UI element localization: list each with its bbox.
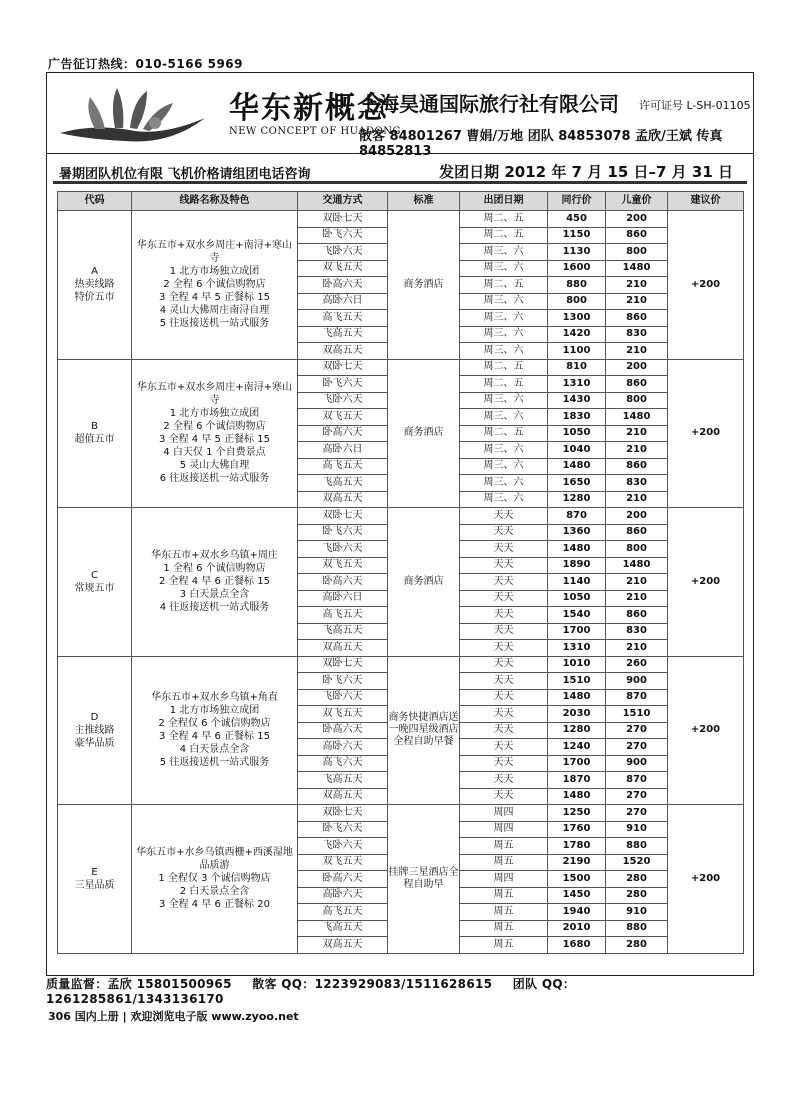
departure-date-cell: 天天 <box>460 656 548 673</box>
route-features-cell <box>132 656 298 805</box>
table-row <box>58 359 744 376</box>
peer-price-cell: 1310 <box>548 640 606 657</box>
transport-cell: 卧飞六天 <box>298 227 388 244</box>
notice-text: 暑期团队机位有限 飞机价格请组团电话咨询 <box>59 167 311 182</box>
transport-cell: 飞卧六天 <box>298 244 388 261</box>
col-route: 线路名称及特色 <box>132 192 298 211</box>
departure-date-cell: 周三、六 <box>460 409 548 426</box>
departure-date-cell: 周五 <box>460 937 548 954</box>
route-feature-line: 华东五市+双水乡周庄+南浔+寒山寺 <box>136 240 293 265</box>
route-feature-line: 2 全程 6 个诚信购物店 <box>163 279 266 291</box>
peer-price-cell: 1700 <box>548 755 606 772</box>
peer-price-cell: 1050 <box>548 425 606 442</box>
peer-price-cell: 1680 <box>548 937 606 954</box>
departure-date-cell: 周四 <box>460 821 548 838</box>
transport-cell: 双飞五天 <box>298 557 388 574</box>
child-price-cell: 900 <box>606 673 668 690</box>
peer-price-cell: 1450 <box>548 887 606 904</box>
suggested-price-cell: +200 <box>668 805 744 954</box>
transport-cell: 双飞五天 <box>298 854 388 871</box>
child-price-cell: 1480 <box>606 409 668 426</box>
route-feature-line: 华东五市+双水乡周庄+南浔+寒山寺 <box>136 382 293 407</box>
transport-cell: 双飞五天 <box>298 706 388 723</box>
peer-price-cell: 1100 <box>548 343 606 360</box>
transport-cell: 飞卧六天 <box>298 689 388 706</box>
departure-date-cell: 周三、六 <box>460 326 548 343</box>
route-feature-line: 华东五市+双水乡乌镇+角直 <box>151 692 278 704</box>
brand-name-en: NEW CONCEPT OF HUADONG <box>229 126 401 137</box>
page-footer: 306 国内上册 | 欢迎浏览电子版 www.zyoo.net <box>48 1010 299 1023</box>
peer-price-cell: 1280 <box>548 491 606 508</box>
peer-price-cell: 1500 <box>548 871 606 888</box>
child-price-cell: 210 <box>606 442 668 459</box>
route-feature-line: 华东五市+水乡乌镇西栅+西溪湿地 品质游 <box>136 847 293 872</box>
peer-price-cell: 870 <box>548 508 606 525</box>
quality-supervision: 质量监督：孟欣 15801500965 <box>46 977 232 991</box>
child-price-cell: 1520 <box>606 854 668 871</box>
transport-cell: 双卧七天 <box>298 359 388 376</box>
departure-date-cell: 周三、六 <box>460 343 548 360</box>
departure-date-cell: 周三、六 <box>460 392 548 409</box>
transport-cell: 高卧六日 <box>298 590 388 607</box>
child-price-cell: 830 <box>606 475 668 492</box>
transport-cell: 卧飞六天 <box>298 821 388 838</box>
standard-cell: 商务酒店 <box>388 211 460 360</box>
transport-cell: 卧飞六天 <box>298 524 388 541</box>
departure-dates: 发团日期 2012 年 7 月 15 日–7 月 31 日 <box>439 163 733 181</box>
peer-price-cell: 1890 <box>548 557 606 574</box>
route-feature-line: 6 往返接送机一站式服务 <box>159 473 270 485</box>
route-feature-line: 华东五市+双水乡乌镇+周庄 <box>151 550 278 562</box>
peer-price-cell: 810 <box>548 359 606 376</box>
peer-price-cell: 1040 <box>548 442 606 459</box>
route-code-line: 豪华品质 <box>74 737 115 749</box>
suggested-price-cell: +200 <box>668 211 744 360</box>
notice-banner <box>53 161 747 184</box>
departure-date-cell: 周五 <box>460 904 548 921</box>
departure-date-cell: 天天 <box>460 788 548 805</box>
departure-date-cell: 周二、五 <box>460 227 548 244</box>
transport-cell: 卧飞六天 <box>298 376 388 393</box>
child-price-cell: 800 <box>606 244 668 261</box>
route-code-line: D <box>90 711 99 723</box>
departure-date-cell: 周三、六 <box>460 442 548 459</box>
departure-date-cell: 周五 <box>460 854 548 871</box>
peer-price-cell: 1870 <box>548 772 606 789</box>
col-transport: 交通方式 <box>298 192 388 211</box>
route-feature-line: 1 北方市场独立成团 <box>169 408 260 420</box>
route-code-line: 三星品质 <box>74 879 115 891</box>
table-header-row <box>58 192 744 211</box>
table-row <box>58 211 744 228</box>
route-feature-line: 1 北方市场独立成团 <box>169 705 260 717</box>
transport-cell: 高飞五天 <box>298 607 388 624</box>
transport-cell: 双高五天 <box>298 937 388 954</box>
peer-price-cell: 1360 <box>548 524 606 541</box>
transport-cell: 卧高六天 <box>298 277 388 294</box>
peer-price-cell: 880 <box>548 277 606 294</box>
suggested-price-cell: +200 <box>668 508 744 657</box>
license-number: 许可证号 L-SH-01105 <box>639 99 751 112</box>
table-row <box>58 508 744 525</box>
child-price-cell: 210 <box>606 590 668 607</box>
peer-price-cell: 1150 <box>548 227 606 244</box>
transport-cell: 高飞五天 <box>298 310 388 327</box>
route-feature-line: 5 往返接送机一站式服务 <box>159 318 270 330</box>
route-feature-line: 1 全程仅 3 个诚信购物店 <box>158 873 271 885</box>
route-feature-line: 1 全程 6 个诚信购物店 <box>163 563 266 575</box>
route-feature-line: 3 全程 4 早 5 正餐标 15 <box>159 292 270 304</box>
transport-cell: 飞高五天 <box>298 920 388 937</box>
transport-cell: 双高五天 <box>298 343 388 360</box>
departure-date-cell: 周二、五 <box>460 376 548 393</box>
child-price-cell: 910 <box>606 821 668 838</box>
footer-contacts <box>46 975 752 1006</box>
transport-cell: 飞高五天 <box>298 772 388 789</box>
child-price-cell: 210 <box>606 574 668 591</box>
child-price-cell: 880 <box>606 838 668 855</box>
departure-date-cell: 天天 <box>460 689 548 706</box>
child-price-cell: 1480 <box>606 260 668 277</box>
peer-price-cell: 1940 <box>548 904 606 921</box>
child-price-cell: 270 <box>606 805 668 822</box>
route-code-cell <box>58 656 132 805</box>
peer-price-cell: 1510 <box>548 673 606 690</box>
company-name: 上海昊通国际旅行社有限公司 <box>359 92 619 116</box>
departure-date-cell: 周二、五 <box>460 359 548 376</box>
transport-cell: 双高五天 <box>298 491 388 508</box>
standard-cell: 商务酒店 <box>388 508 460 657</box>
transport-cell: 飞高五天 <box>298 623 388 640</box>
transport-cell: 高飞五天 <box>298 904 388 921</box>
departure-date-cell: 天天 <box>460 755 548 772</box>
route-code-cell <box>58 211 132 360</box>
col-peer-price: 同行价 <box>548 192 606 211</box>
departure-date-cell: 周三、六 <box>460 491 548 508</box>
departure-date-cell: 天天 <box>460 524 548 541</box>
transport-cell: 高卧六日 <box>298 293 388 310</box>
transport-cell: 双高五天 <box>298 788 388 805</box>
peer-price-cell: 2190 <box>548 854 606 871</box>
departure-date-cell: 天天 <box>460 623 548 640</box>
transport-cell: 双卧七天 <box>298 656 388 673</box>
departure-date-cell: 周四 <box>460 805 548 822</box>
departure-date-cell: 周二、五 <box>460 277 548 294</box>
departure-date-cell: 天天 <box>460 640 548 657</box>
peer-price-cell: 450 <box>548 211 606 228</box>
departure-date-cell: 周四 <box>460 871 548 888</box>
hand-logo-icon <box>55 83 215 143</box>
child-price-cell: 1510 <box>606 706 668 723</box>
departure-date-cell: 周三、六 <box>460 310 548 327</box>
transport-cell: 高卧六天 <box>298 887 388 904</box>
peer-price-cell: 1140 <box>548 574 606 591</box>
child-price-cell: 830 <box>606 623 668 640</box>
transport-cell: 高飞五天 <box>298 458 388 475</box>
peer-price-cell: 1010 <box>548 656 606 673</box>
child-price-cell: 860 <box>606 376 668 393</box>
transport-cell: 双卧七天 <box>298 805 388 822</box>
departure-date-cell: 周三、六 <box>460 458 548 475</box>
child-price-cell: 200 <box>606 211 668 228</box>
departure-date-cell: 天天 <box>460 772 548 789</box>
child-price-cell: 260 <box>606 656 668 673</box>
peer-price-cell: 800 <box>548 293 606 310</box>
departure-date-cell: 天天 <box>460 590 548 607</box>
peer-price-cell: 1540 <box>548 607 606 624</box>
standard-cell: 商务酒店 <box>388 359 460 508</box>
col-suggested-price: 建议价 <box>668 192 744 211</box>
peer-price-cell: 1700 <box>548 623 606 640</box>
transport-cell: 高卧六天 <box>298 739 388 756</box>
col-child-price: 儿童价 <box>606 192 668 211</box>
departure-date-cell: 周三、六 <box>460 244 548 261</box>
departure-date-cell: 周三、六 <box>460 475 548 492</box>
route-code-line: C <box>91 569 98 581</box>
peer-price-cell: 1480 <box>548 689 606 706</box>
transport-cell: 双飞五天 <box>298 260 388 277</box>
peer-price-cell: 1130 <box>548 244 606 261</box>
departure-date-cell: 周二、五 <box>460 211 548 228</box>
child-price-cell: 200 <box>606 508 668 525</box>
table-row <box>58 656 744 673</box>
child-price-cell: 270 <box>606 722 668 739</box>
departure-date-cell: 天天 <box>460 557 548 574</box>
departure-date-cell: 周五 <box>460 838 548 855</box>
child-price-cell: 910 <box>606 904 668 921</box>
departure-date-cell: 天天 <box>460 508 548 525</box>
table-row <box>58 805 744 822</box>
child-price-cell: 870 <box>606 689 668 706</box>
child-price-cell: 270 <box>606 739 668 756</box>
route-price-table <box>57 191 744 954</box>
contact-line: 散客 84801267 曹娟/万地 团队 84853078 孟欣/王斌 传真 84852813 <box>359 129 723 159</box>
peer-price-cell: 2030 <box>548 706 606 723</box>
departure-date-cell: 周三、六 <box>460 293 548 310</box>
child-price-cell: 860 <box>606 458 668 475</box>
route-code-line: 常规五市 <box>74 582 115 594</box>
peer-price-cell: 1310 <box>548 376 606 393</box>
peer-price-cell: 1250 <box>548 805 606 822</box>
standard-cell: 挂牌三星酒店全程自助早 <box>388 805 460 954</box>
route-feature-line: 3 全程 4 早 6 正餐标 20 <box>159 899 270 911</box>
transport-cell: 卧高六天 <box>298 722 388 739</box>
route-feature-line: 2 全程 6 个诚信购物店 <box>163 421 266 433</box>
transport-cell: 飞卧六天 <box>298 838 388 855</box>
route-code-line: 特价五市 <box>74 292 115 304</box>
child-price-cell: 1480 <box>606 557 668 574</box>
group-qq: 团队 QQ：1261285861/1343136170 <box>46 977 576 1006</box>
departure-date-cell: 周三、六 <box>460 260 548 277</box>
route-features-cell <box>132 211 298 360</box>
route-code-line: 主推线路 <box>74 724 115 736</box>
child-price-cell: 800 <box>606 541 668 558</box>
departure-date-cell: 天天 <box>460 722 548 739</box>
route-code-line: 超值五市 <box>74 434 115 446</box>
route-feature-line: 3 全程 4 早 5 正餐标 15 <box>159 434 270 446</box>
departure-date-cell: 周五 <box>460 887 548 904</box>
transport-cell: 卧高六天 <box>298 425 388 442</box>
route-code-cell <box>58 359 132 508</box>
peer-price-cell: 1480 <box>548 788 606 805</box>
individual-qq: 散客 QQ：1223929083/1511628615 <box>252 977 493 991</box>
peer-price-cell: 1420 <box>548 326 606 343</box>
route-feature-line: 2 全程 4 早 6 正餐标 15 <box>159 576 270 588</box>
brand-name-cn: 华东新概念 <box>229 91 389 126</box>
ad-frame <box>46 72 754 976</box>
child-price-cell: 830 <box>606 326 668 343</box>
route-feature-line: 4 灵山大佛周庄南浔自理 <box>159 305 270 317</box>
peer-price-cell: 1240 <box>548 739 606 756</box>
transport-cell: 双飞五天 <box>298 409 388 426</box>
transport-cell: 卧高六天 <box>298 871 388 888</box>
departure-date-cell: 天天 <box>460 607 548 624</box>
peer-price-cell: 1830 <box>548 409 606 426</box>
child-price-cell: 280 <box>606 937 668 954</box>
route-feature-line: 2 白天景点全含 <box>179 886 250 898</box>
child-price-cell: 860 <box>606 227 668 244</box>
col-standard: 标准 <box>388 192 460 211</box>
peer-price-cell: 1480 <box>548 458 606 475</box>
child-price-cell: 280 <box>606 871 668 888</box>
peer-price-cell: 1650 <box>548 475 606 492</box>
child-price-cell: 280 <box>606 887 668 904</box>
departure-date-cell: 周二、五 <box>460 425 548 442</box>
col-code: 代码 <box>58 192 132 211</box>
departure-date-cell: 天天 <box>460 673 548 690</box>
col-date: 出团日期 <box>460 192 548 211</box>
transport-cell: 双高五天 <box>298 640 388 657</box>
child-price-cell: 860 <box>606 607 668 624</box>
child-price-cell: 210 <box>606 640 668 657</box>
transport-cell: 双卧七天 <box>298 508 388 525</box>
transport-cell: 高卧六日 <box>298 442 388 459</box>
departure-date-cell: 天天 <box>460 541 548 558</box>
route-code-line: A <box>91 266 98 278</box>
route-feature-line: 4 往返接送机一站式服务 <box>159 602 270 614</box>
suggested-price-cell: +200 <box>668 359 744 508</box>
child-price-cell: 210 <box>606 425 668 442</box>
header <box>47 73 753 159</box>
departure-date-cell: 天天 <box>460 739 548 756</box>
peer-price-cell: 1280 <box>548 722 606 739</box>
child-price-cell: 210 <box>606 491 668 508</box>
peer-price-cell: 1760 <box>548 821 606 838</box>
route-feature-line: 1 北方市场独立成团 <box>169 266 260 278</box>
departure-date-cell: 天天 <box>460 574 548 591</box>
peer-price-cell: 2010 <box>548 920 606 937</box>
route-feature-line: 2 全程仅 6 个诚信购物店 <box>158 718 271 730</box>
route-features-cell <box>132 805 298 954</box>
peer-price-cell: 1780 <box>548 838 606 855</box>
child-price-cell: 860 <box>606 524 668 541</box>
route-features-cell <box>132 359 298 508</box>
route-feature-line: 3 白天景点全含 <box>179 589 250 601</box>
route-feature-line: 5 往返接送机一站式服务 <box>159 757 270 769</box>
transport-cell: 飞卧六天 <box>298 392 388 409</box>
transport-cell: 飞高五天 <box>298 475 388 492</box>
route-code-cell <box>58 805 132 954</box>
child-price-cell: 870 <box>606 772 668 789</box>
transport-cell: 飞高五天 <box>298 326 388 343</box>
transport-cell: 双卧七天 <box>298 211 388 228</box>
child-price-cell: 860 <box>606 310 668 327</box>
peer-price-cell: 1430 <box>548 392 606 409</box>
route-code-line: 热卖线路 <box>74 279 115 291</box>
transport-cell: 卧飞六天 <box>298 673 388 690</box>
route-code-cell <box>58 508 132 657</box>
transport-cell: 卧高六天 <box>298 574 388 591</box>
child-price-cell: 270 <box>606 788 668 805</box>
route-feature-line: 5 灵山大佛自理 <box>179 460 250 472</box>
child-price-cell: 210 <box>606 277 668 294</box>
departure-date-cell: 周五 <box>460 920 548 937</box>
ad-hotline: 广告征订热线：010-5166 5969 <box>48 57 244 71</box>
transport-cell: 飞卧六天 <box>298 541 388 558</box>
route-feature-line: 3 全程 4 早 6 正餐标 15 <box>159 731 270 743</box>
child-price-cell: 200 <box>606 359 668 376</box>
peer-price-cell: 1050 <box>548 590 606 607</box>
child-price-cell: 900 <box>606 755 668 772</box>
child-price-cell: 880 <box>606 920 668 937</box>
peer-price-cell: 1300 <box>548 310 606 327</box>
child-price-cell: 210 <box>606 343 668 360</box>
suggested-price-cell: +200 <box>668 656 744 805</box>
child-price-cell: 210 <box>606 293 668 310</box>
route-code-line: B <box>91 421 98 433</box>
peer-price-cell: 1600 <box>548 260 606 277</box>
departure-date-cell: 天天 <box>460 706 548 723</box>
child-price-cell: 800 <box>606 392 668 409</box>
transport-cell: 高飞六天 <box>298 755 388 772</box>
route-feature-line: 4 白天仅 1 个自费景点 <box>163 447 266 459</box>
route-code-line: E <box>91 866 98 878</box>
route-features-cell <box>132 508 298 657</box>
standard-cell: 商务快捷酒店送一晚四星级酒店全程自助早餐 <box>388 656 460 805</box>
peer-price-cell: 1480 <box>548 541 606 558</box>
route-feature-line: 4 白天景点全含 <box>179 744 250 756</box>
